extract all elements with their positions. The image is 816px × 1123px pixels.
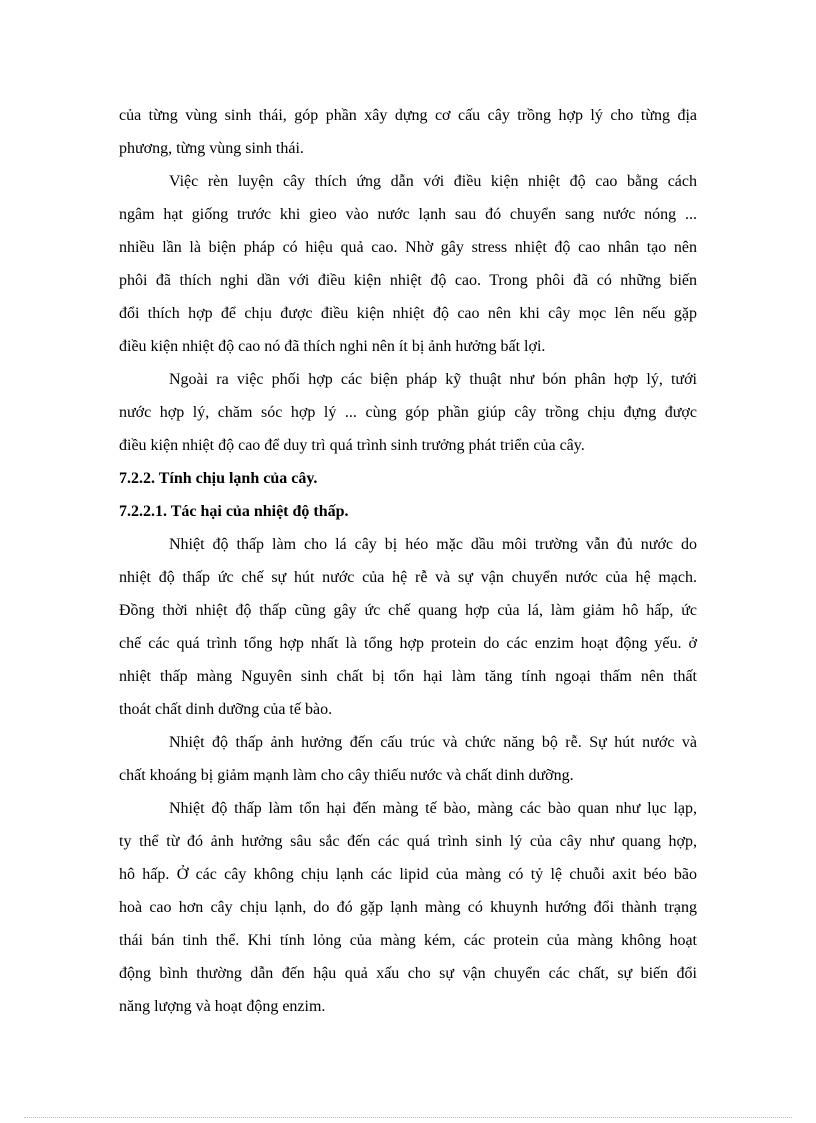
text-line: hô hấp. Ở các cây không chịu lạnh các lipid của màng có tỷ lệ chuỗi axit béo bão [119,866,697,883]
text-line: hoà cao hơn cây chịu lạnh, do đó gặp lạnh màng có khuynh hướng đổi thành trạng [119,899,697,916]
text-line: nhiệt độ thấp ức chế sự hút nước của hệ rễ và sự vận chuyển nước của hệ mạch. [119,569,697,586]
paragraph [119,792,697,1023]
text-line: ty thể từ đó ảnh hưởng sâu sắc đến các quá trình sinh lý của cây như quang hợp, [119,833,697,850]
paragraph [119,726,697,792]
text-line: chất khoáng bị giảm mạnh làm cho cây thiếu nước và chất dinh dưỡng. [119,767,574,784]
text-line: thái bán tinh thể. Khi tính lỏng của màng kém, các protein của màng không hoạt [119,932,697,949]
text-line: phôi đã thích nghi dần với điều kiện nhiệt độ cao. Trong phôi đã có những biến [119,272,697,289]
text-line: đổi thích hợp để chịu được điều kiện nhiệt độ cao nên khi cây mọc lên nếu gặp [119,305,697,322]
section-heading: 7.2.2. Tính chịu lạnh của cây. [119,470,318,487]
paragraph [119,165,697,363]
section-heading: 7.2.2.1. Tác hại của nhiệt độ thấp. [119,503,349,520]
text-line: điều kiện nhiệt độ cao nó đã thích nghi nên ít bị ảnh hưởng bất lợi. [119,338,546,355]
text-line: Nhiệt độ thấp ảnh hưởng đến cấu trúc và chức năng bộ rễ. Sự hút nước và [169,734,697,751]
paragraph [119,99,697,165]
text-line: thoát chất dinh dưỡng của tế bào. [119,701,333,718]
text-line: phương, từng vùng sinh thái. [119,140,304,157]
paragraph [119,528,697,726]
text-line: nhiệt thấp màng Nguyên sinh chất bị tổn hại làm tăng tính ngoại thấm nên thất [119,668,697,685]
text-line: chế các quá trình tổng hợp nhất là tổng hợp protein do các enzim hoạt động yếu. ở [119,635,697,652]
text-line: Nhiệt độ thấp làm cho lá cây bị héo mặc dầu môi trường vẫn đủ nước do [169,536,697,553]
text-line: nước hợp lý, chăm sóc hợp lý ... cùng góp phần giúp cây trồng chịu đựng được [119,404,697,421]
text-line: Đồng thời nhiệt độ thấp cũng gây ức chế quang hợp của lá, làm giảm hô hấp, ức [119,602,697,619]
text-line: Nhiệt độ thấp làm tổn hại đến màng tế bào, màng các bào quan như lục lạp, [169,800,697,817]
text-line: Việc rèn luyện cây thích ứng dẫn với điều kiện nhiệt độ cao bằng cách [169,173,697,190]
text-line: nhiều lần là biện pháp có hiệu quả cao. Nhờ gây stress nhiệt độ cao nhân tạo nên [119,239,697,256]
page-footer-divider [24,1117,792,1118]
text-line: Ngoài ra việc phối hợp các biện pháp kỹ thuật như bón phân hợp lý, tưới [169,371,697,388]
text-line: động bình thường dẫn đến hậu quả xấu cho sự vận chuyển các chất, sự biến đổi [119,965,697,982]
text-line: điều kiện nhiệt độ cao để duy trì quá trình sinh trưởng phát triển của cây. [119,437,585,454]
text-line: năng lượng và hoạt động enzim. [119,998,326,1015]
paragraph [119,363,697,462]
text-line: ngâm hạt giống trước khi gieo vào nước lạnh sau đó chuyển sang nước nóng ... [119,206,697,223]
text-line: của từng vùng sinh thái, góp phần xây dựng cơ cấu cây trồng hợp lý cho từng địa [119,107,697,124]
page-body [119,99,697,1023]
